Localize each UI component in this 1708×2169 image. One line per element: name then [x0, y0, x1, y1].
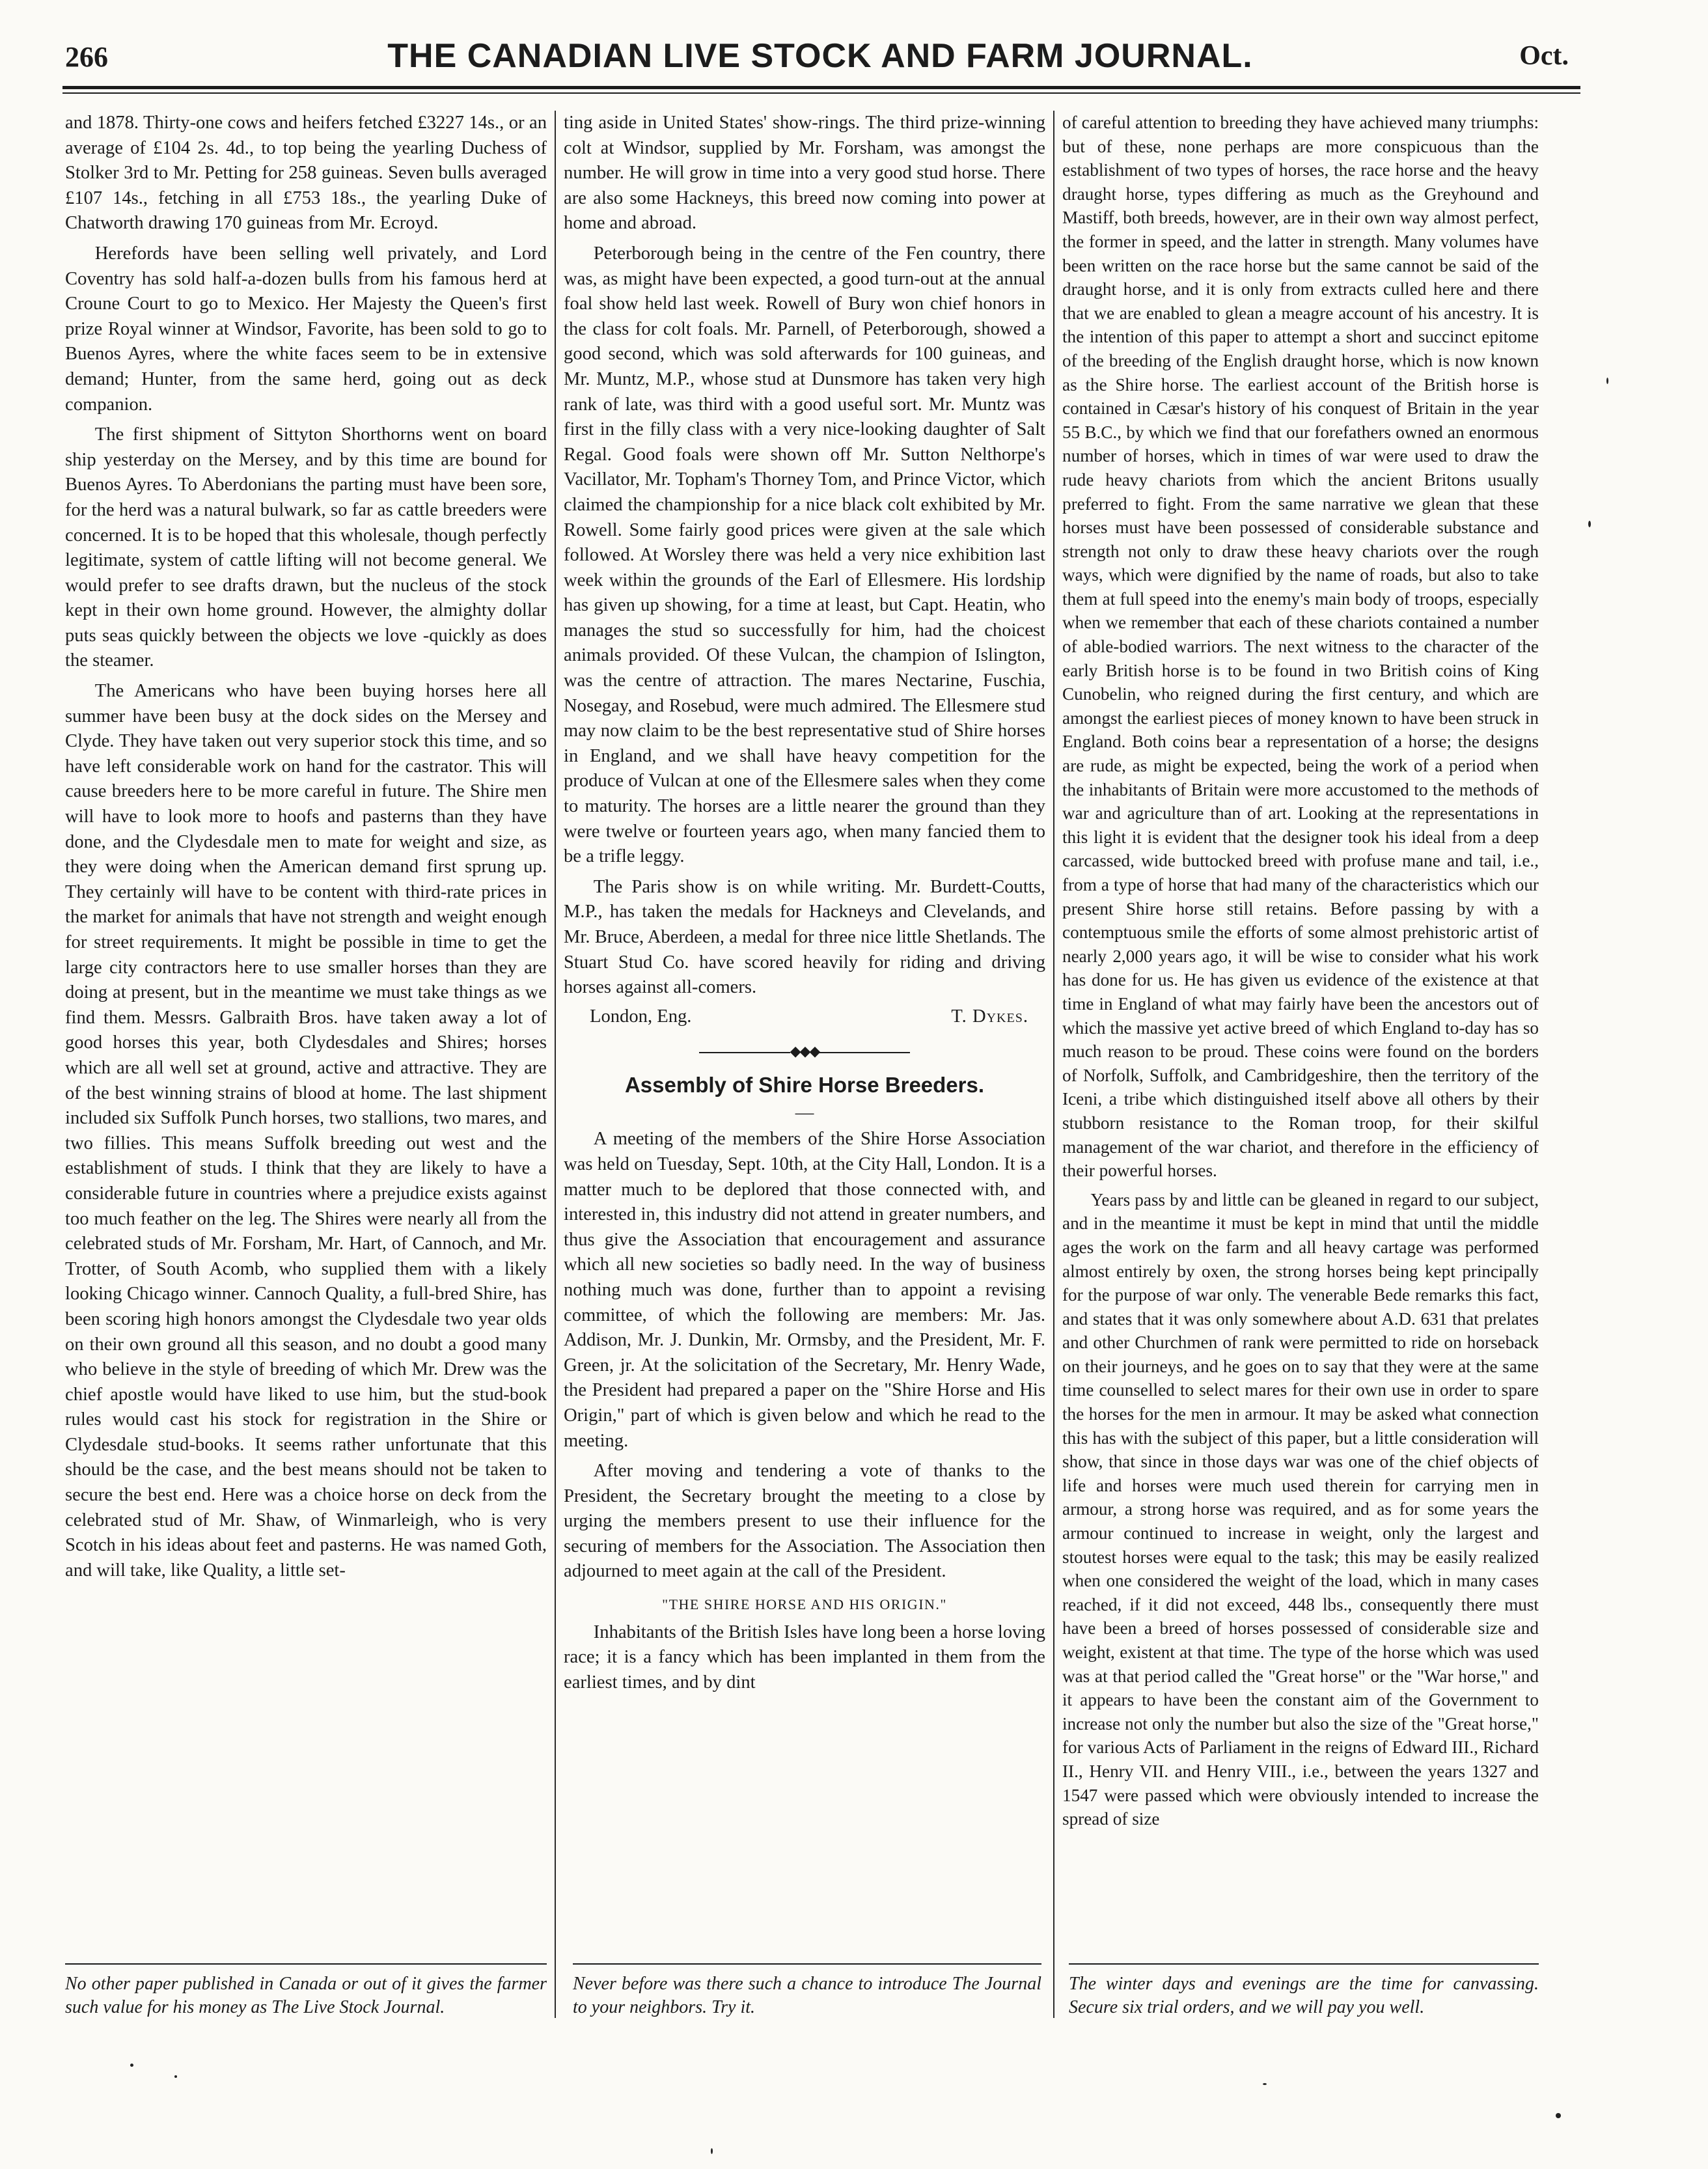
article-paragraph: of careful attention to breeding they have achieved many triumphs: but of these, none perhaps are more conspicuous than the establishment of two types of horses, the race horse and the heavy draught horse, types differing as much as the Greyhound and Mastiff, both breeds, however, are in their own way almost perfect, the former in speed, and the latter in strength. Many volumes have been written on the race horse but the same cannot be said of the draught horse, and it is only from extracts culled here and there that we are enabled to glean a meagre account of his ancestry. It is the intention of this paper to attempt a short and succinct epitome of the breeding of the English draught horse, which is now known as the Shire horse. The earliest account of the British horse is contained in Cæsar's history of his conquest of Britain in the year 55 B.C., by which we find that our forefathers owned an enormous number of horses, which in times of war were used to draw the rude heavy chariots from which the ancient Britons usually preferred to fight. From the same narrative we glean that these horses must have been possessed of considerable substance and strength not only to draw these heavy chariots over the rough ways, which were dignified by the name of roads, but also to take them at full speed into the enemy's main body of troops, especially when we remember that each of these chariots contained a number of able-bodied warriors. The next witness to the character of the early British horse is to be found in two British coins of King Cunobelin, who reigned during the first century, and which are amongst the earliest pieces of money known to have been struck in England. Both coins bear a representation of a horse; the designs are rude, as might be expected, being the work of a period when the inhabitants of Britain were more accustomed to the methods of war and agriculture than of art. Looking at the representations in this light it is evident that the designer took his ideal from a deep carcassed, wide buttocked breed with profuse mane and tail, i.e., from a type of horse that had many of the characteristics which our present Shire horse still retains. Before passing by with a contemptuous smile the efforts of some almost prehistoric artist of nearly 2,000 years ago, it will be wise to consider what his work has done for us. He has given us evidence of the existence at that time in England of what may fairly have been the ancestors out of which the massive yet active breed of which England to-day has so much reason to be proud. These coins were found on the borders of Norfolk, Suffolk, and Cambridgeshire, then the territory of the Iceni, a tribe which distinguished itself above all others by their stubborn resistance to the Roman troop, for their skilful management of the war chariot, and therefore in the efficiency of their powerful horses.	[1062, 113, 1539, 1181]
footer-notice: Never before was there such a chance to introduce The Journal to your neighbors. Try it.	[573, 1974, 1041, 2017]
scan-speck	[1588, 521, 1591, 527]
article-paragraph: The Paris show is on while writing. Mr. Burdett-Coutts, M.P., has taken the medals for Hackneys and Clevelands, and Mr. Bruce, Aberdeen, a medal for three nice little Shetlands. The Stuart Stud Co. have scored heavily for riding and driving horses against all-comers.	[564, 876, 1045, 998]
footer-notice: The winter days and evenings are the time for canvassing. Secure six trial orders, and we will pay you well.	[1069, 1974, 1539, 2017]
heading-dash: —	[795, 1103, 814, 1124]
scan-speck	[130, 2064, 133, 2067]
scan-speck	[1556, 2113, 1561, 2118]
ornament-diamonds: ◆◆◆	[790, 1043, 820, 1060]
header-rule-thin	[62, 92, 1580, 94]
column-3	[1062, 111, 1539, 1953]
scan-speck	[1263, 2083, 1267, 2085]
page-number: 266	[65, 41, 108, 73]
page-header	[65, 36, 1575, 82]
ornament-rule-right	[819, 1052, 910, 1053]
article-paragraph: The Americans who have been buying horses here all summer have been busy at the dock sides on the Mersey and Clyde. They have taken out very superior stock this time, and so have left considerable work on hand for the castrator. This will cause breeders here to be more careful in future. The Shire men will have to look more to hoofs and pasterns than they have done, and the Clydesdale men to mate for weight and size, as they were doing when the American demand first sprung up. They certainly will have to be content with third-rate prices in the market for animals that have not strength and weight enough for street requirements. It might be possible in time to get the large city contractors here to use smaller horses than they are doing at present, but in the meantime we must take things as we find them. Messrs. Galbraith Bros. have taken away a lot of good horses this year, both Clydesdales and Shires; horses which are all well set at ground, active and attractive. They are of the best winning strains of blood at home. The last shipment included six Suffolk Punch horses, two stallions, two mares, and two fillies. This means Suffolk breeding out west and the establishment of studs. I think that they are likely to have a considerable future in countries where a prejudice exists against too much feather on the leg. The Shires were nearly all from the celebrated studs of Mr. Forsham, Mr. Hart, of Cannoch, and Mr. Trotter, of South Acomb, who supplied them with a likely looking Chicago winner. Cannoch Quality, a full-bred Shire, has been scoring high honors amongst the Clydesdale two year olds on their own ground all this season, and no doubt a good many who believe in the style of breeding of which Mr. Drew was the chief apostle would have liked to use him, but the stud-book rules would cast his stock for registration in the Shire or Clydesdale stud-books. It seems rather unfortunate that this should be the case, and the best means should not be taken to secure the best end. Here was a choice horse on deck from the celebrated stud of Mr. Shaw, of Winmarleigh, who is very Scotch in his ideas about feet and pasterns. He was named Goth, and will take, like Quality, a little set-	[65, 681, 547, 1581]
scan-speck	[174, 2075, 177, 2078]
column-divider	[1053, 111, 1054, 2018]
article-paragraph: Inhabitants of the British Isles have long been a horse loving race; it is a fancy which has been implanted in them from the earliest times, and by dint	[564, 1622, 1045, 1692]
article-paragraph: Years pass by and little can be gleaned in regard to our subject, and in the meantime it must be kept in mind that until the middle ages the work on the farm and all heavy cartage was performed almost entirely by oxen, the strong horses being kept principally for the purpose of war only. The venerable Bede remarks this fact, and states that it was only somewhere about A.D. 631 that prelates and other Churchmen of rank were permitted to ride on horseback on their journeys, and he goes on to say that they were at the same time counselled to select mares for their own use in order to spare the horses for the men in armour. It may be asked what connection this has with the subject of this paper, but a little consideration will show, that since in those days war was one of the chief objects of life and horses were much used therein for carrying men in armour, a strong horse was required, and as for some years the armour continued to increase in weight, only the largest and stoutest horses were equal to the task; this may be easily realized when one considered the weight of the load, which in many cases reached, if it did not exceed, 448 lbs., consequently there must have been a breed of horses possessed of considerable size and weight, existent at that time. The type of the horse which was used was at that period called the "Great horse" or the "War horse," and it appears to have been the constant aim of the Government to increase not only the number but also the size of the "Great horse," for various Acts of Parliament in the reigns of Edward III., Richard II., Henry VII. and Henry VIII., i.e., between the years 1327 and 1547 were passed which were obviously intended to increase the spread of size	[1062, 1189, 1539, 1829]
scan-speck	[1606, 378, 1608, 384]
footer-rule	[573, 1963, 1041, 1965]
article-paragraph: and 1878. Thirty-one cows and heifers fetched £3227 14s., or an average of £104 2s. 4d., to top being the yearling Duchess of Stolker 3rd to Mr. Petting for 258 guineas. Seven bulls averaged £107 14s., fetching in all £753 18s., the yearling Duke of Chatworth drawing 170 guineas from Mr. Ecroyd.	[65, 113, 547, 234]
scan-speck	[711, 2148, 713, 2154]
footer-notice: No other paper published in Canada or out of it gives the farmer such value for his money as The Live Stock Journal.	[65, 1974, 547, 2017]
column-divider	[555, 111, 556, 2018]
article-paragraph: A meeting of the members of the Shire Horse Association was held on Tuesday, Sept. 10th, at the City Hall, London. It is a matter much to be deplored that those connected with, and interested in, this industry did not attend in greater numbers, and thus give the Association that encouragement and assurance which all new societies so badly need. In the way of business nothing much was done, further than to appoint a revising committee, of which the following are members: Mr. Jas. Addison, Mr. J. Dunkin, Mr. Ormsby, and the President, Mr. F. Green, jr. At the solicitation of the Secretary, Mr. Henry Wade, the President had prepared a paper on the "Shire Horse and His Origin," part of which is given below and which he read to the meeting.	[564, 1129, 1045, 1451]
column-1	[65, 111, 547, 1953]
article-paragraph: The first shipment of Sittyton Shorthorns went on board ship yesterday on the Mersey, and by this time are bound for Buenos Ayres. To Aberdonians the parting must have been sore, for the herd was a natural bulwark, so far as cattle breeders were concerned. It is to be hoped that this wholesale, though perfectly legitimate, system of cattle lifting will not become general. We would prefer to see drafts drawn, but the nucleus of the stock kept in their own home ground. However, the almighty dollar puts seas quickly between the objects we love -quickly as does the steamer.	[65, 424, 547, 671]
article-paragraph: ting aside in United States' show-rings. The third prize-winning colt at Windsor, supplied by Mr. Forsham, was amongst the number. He will grow in time into a very good stud horse. There are also some Hackneys, this breed now coming into power at home and abroad.	[564, 113, 1045, 234]
column-2	[564, 111, 1045, 1953]
footer-rule	[1069, 1963, 1539, 1965]
ornament-rule-left	[699, 1052, 790, 1053]
signoff-author: T. Dykes.	[951, 1006, 1028, 1027]
journal-title: THE CANADIAN LIVE STOCK AND FARM JOURNAL.	[387, 37, 1253, 75]
footer-rule	[65, 1963, 547, 1965]
article-paragraph: Herefords have been selling well privately, and Lord Coventry has sold half-a-dozen bulls from his famous herd at Croune Court to go to Mexico. Her Majesty the Queen's first prize Royal winner at Windsor, Favorite, has been sold to go to Buenos Ayres, where the white faces seem to be in extensive demand; Hunter, from the same herd, going out as deck companion.	[65, 243, 547, 415]
issue-month: Oct.	[1519, 41, 1569, 71]
section-heading: Assembly of Shire Horse Breeders.	[624, 1073, 985, 1098]
paper-title: "THE SHIRE HORSE AND HIS ORIGIN."	[662, 1596, 947, 1613]
article-signoff	[564, 1004, 1045, 1030]
signoff-place: London, Eng.	[590, 1006, 692, 1027]
section-ornament	[564, 1038, 1045, 1064]
article-paragraph: Peterborough being in the centre of the Fen country, there was, as might have been expected, a good turn-out at the annual foal show held last week. Rowell of Bury won chief honors in the class for colt foals. Mr. Parnell, of Peterborough, showed a good second, which was sold afterwards for 100 guineas, and Mr. Muntz, M.P., whose stud at Dunsmore has taken very high rank of late, was third with a good useful sort. Mr. Muntz was first in the filly class with a very nice-looking daughter of Salt Regal. Good foals were shown off Mr. Sutton Nelthorpe's Vacillator, Mr. Topham's Thorney Tom, and Prince Victor, which claimed the championship for a nice black colt exhibited by Mr. Rowell. Some fairly good prices were given at the sale which followed. At Worsley there was held a very nice exhibition last week within the grounds of the Earl of Ellesmere. His lordship has given up showing, for a time at least, but Capt. Heatin, who manages the stud so successfully for him, had the choicest animals provided. Of these Vulcan, the champion of Islington, was the centre of attraction. The mares Nectarine, Fuschia, Nosegay, and Rosebud, were much admired. The Ellesmere stud may now claim to be the best representative stud of Shire horses in England, and we shall have heavy competition for the produce of Vulcan at one of the Ellesmere sales when they come to maturity. The horses are a little nearer the ground than they were twelve or fourteen years ago, when many fancied them to be a trifle leggy.	[564, 243, 1045, 867]
article-paragraph: After moving and tendering a vote of thanks to the President, the Secretary brought the meeting to a close by urging the members present to use their influence for the securing of members for the Association. The Association then adjourned to meet again at the call of the President.	[564, 1461, 1045, 1582]
header-rule-thick	[62, 86, 1580, 89]
